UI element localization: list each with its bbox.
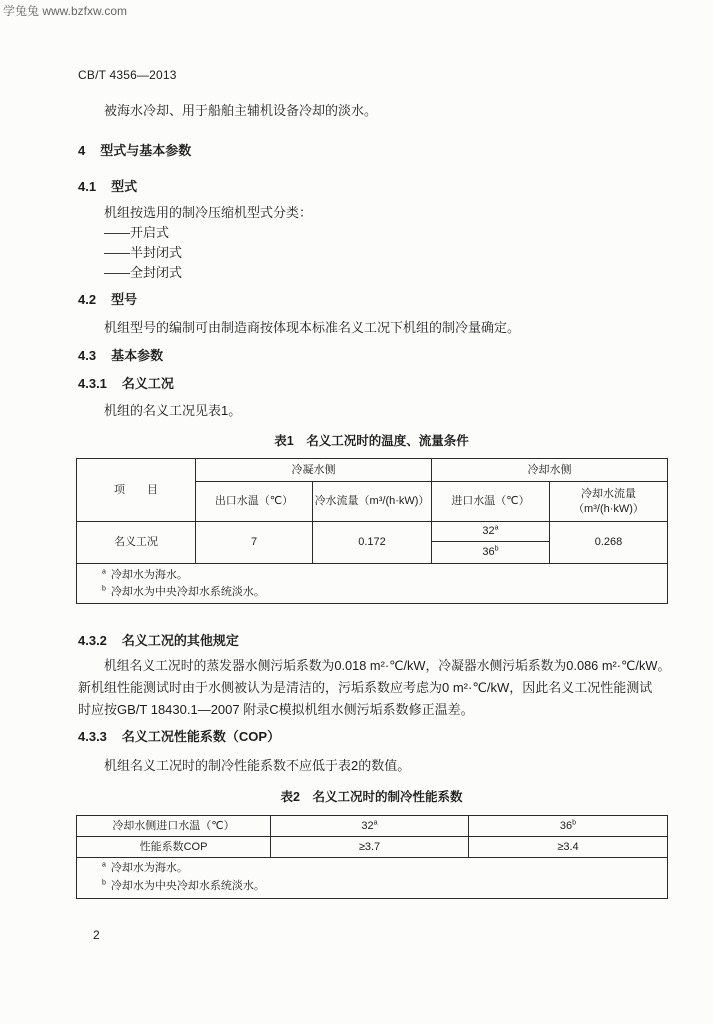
table1-column-header: 冷水流量（m³/(h·kW)） bbox=[313, 482, 432, 522]
table2-cell: ≥3.4 bbox=[469, 837, 668, 858]
table1-cell: 0.172 bbox=[313, 522, 432, 564]
table1-column-header: 出口水温（℃） bbox=[196, 482, 313, 522]
table2-row-label: 性能系数COP bbox=[77, 837, 271, 858]
intro-line: 被海水冷却、用于船舶主辅机设备冷却的淡水。 bbox=[104, 103, 378, 118]
section-title: 名义工况 bbox=[121, 376, 174, 391]
table-note bbox=[102, 859, 667, 877]
table1-group-header: 冷凝水侧 bbox=[196, 459, 432, 482]
cell-value: 36 bbox=[559, 819, 573, 832]
table1-caption: 表1 名义工况时的温度、流量条件 bbox=[274, 434, 469, 448]
section-title: 型号 bbox=[111, 292, 138, 307]
table2-cell bbox=[469, 816, 668, 837]
table2 bbox=[76, 815, 668, 899]
table1-cell bbox=[432, 542, 550, 564]
site-watermark: 学兔兔 www.bzfxw.com bbox=[3, 4, 128, 18]
running-header: CB/T 4356—2013 bbox=[78, 68, 177, 82]
section-title: 名义工况的其他规定 bbox=[121, 633, 239, 648]
footnote-mark: b bbox=[494, 545, 499, 553]
table-note bbox=[102, 877, 667, 895]
note-text: 冷却水为中央冷却水系统淡水。 bbox=[110, 586, 265, 598]
table2-notes bbox=[77, 858, 668, 899]
section-4-3-3-heading bbox=[78, 729, 280, 745]
section-title: 型式与基本参数 bbox=[100, 143, 192, 158]
section-number: 4.3.1 bbox=[78, 376, 107, 391]
note-text: 冷却水为海水。 bbox=[110, 569, 188, 581]
section-number: 4.3.3 bbox=[78, 729, 107, 744]
list-item: ——全封闭式 bbox=[104, 265, 183, 280]
table2-caption: 表2 名义工况时的制冷性能系数 bbox=[280, 790, 463, 804]
paragraph-line: 新机组性能测试时由于水侧被认为是清洁的，污垢系数应考虑为0 m²·℃/kW，因此名义工况性能测试 bbox=[78, 680, 653, 695]
table1-row-label: 名义工况 bbox=[77, 522, 196, 564]
section-number: 4.2 bbox=[78, 292, 97, 307]
table-note bbox=[102, 584, 667, 601]
note-text: 冷却水为海水。 bbox=[110, 862, 188, 874]
section-number: 4 bbox=[78, 143, 86, 158]
list-item: ——开启式 bbox=[104, 225, 170, 240]
table2-cell: ≥3.7 bbox=[271, 837, 469, 858]
table-note bbox=[102, 567, 667, 584]
section-4-3-1-text: 机组的名义工况见表1。 bbox=[104, 403, 242, 418]
table2-cell bbox=[271, 816, 469, 837]
footnote-mark: b bbox=[572, 818, 577, 826]
section-4-heading bbox=[78, 143, 191, 159]
footnote-mark: a bbox=[102, 861, 106, 869]
section-4-1-heading bbox=[78, 179, 137, 195]
section-number: 4.3 bbox=[78, 348, 97, 363]
section-4-1-text: 机组按选用的制冷压缩机型式分类： bbox=[104, 205, 313, 220]
footnote-mark: a bbox=[373, 818, 378, 826]
section-4-2-text: 机组型号的编制可由制造商按体现本标准名义工况下机组的制冷量确定。 bbox=[104, 320, 521, 335]
list-item: ——半封闭式 bbox=[104, 245, 183, 260]
table1-column-header bbox=[550, 482, 668, 522]
note-text: 冷却水为中央冷却水系统淡水。 bbox=[110, 880, 265, 892]
header-line: 冷却水流量 bbox=[581, 487, 636, 500]
section-4-2-heading bbox=[78, 292, 137, 308]
footnote-mark: a bbox=[494, 524, 499, 532]
footnote-mark: b bbox=[102, 585, 106, 593]
section-number: 4.3.2 bbox=[78, 633, 107, 648]
section-title: 型式 bbox=[111, 179, 138, 194]
section-4-3-1-heading bbox=[78, 376, 174, 392]
page-number: 2 bbox=[93, 928, 100, 942]
table1-group-header: 冷却水侧 bbox=[432, 459, 668, 482]
table1-cell: 0.268 bbox=[550, 522, 668, 564]
section-title: 基本参数 bbox=[111, 348, 164, 363]
table1-notes bbox=[77, 564, 668, 604]
section-4-3-2-heading bbox=[78, 633, 239, 649]
footnote-mark: a bbox=[102, 568, 106, 576]
section-4-3-heading bbox=[78, 348, 163, 364]
section-title: 名义工况性能系数（COP） bbox=[121, 729, 281, 744]
footnote-mark: b bbox=[102, 879, 106, 887]
cell-value: 32 bbox=[361, 819, 374, 832]
table1-column-header: 进口水温（℃） bbox=[432, 482, 550, 522]
paragraph-line: 机组名义工况时的蒸发器水侧污垢系数为0.018 m²·℃/kW，冷凝器水侧污垢系数为0.086 m²·℃/kW。 bbox=[104, 658, 671, 673]
table1-cell bbox=[432, 522, 550, 542]
header-line: （m³/(h·kW)） bbox=[573, 502, 644, 515]
table1-item-header: 项 目 bbox=[77, 459, 196, 522]
cell-value: 36 bbox=[482, 546, 495, 558]
table1-cell: 7 bbox=[196, 522, 313, 564]
cell-value: 32 bbox=[482, 525, 495, 537]
table2-row-label: 冷却水侧进口水温（℃） bbox=[77, 816, 271, 837]
paragraph-line: 时应按GB/T 18430.1—2007 附录C模拟机组水侧污垢系数修正温差。 bbox=[78, 702, 474, 717]
section-4-3-3-text: 机组名义工况时的制冷性能系数不应低于表2的数值。 bbox=[104, 758, 411, 773]
section-number: 4.1 bbox=[78, 179, 97, 194]
table1 bbox=[76, 458, 668, 604]
